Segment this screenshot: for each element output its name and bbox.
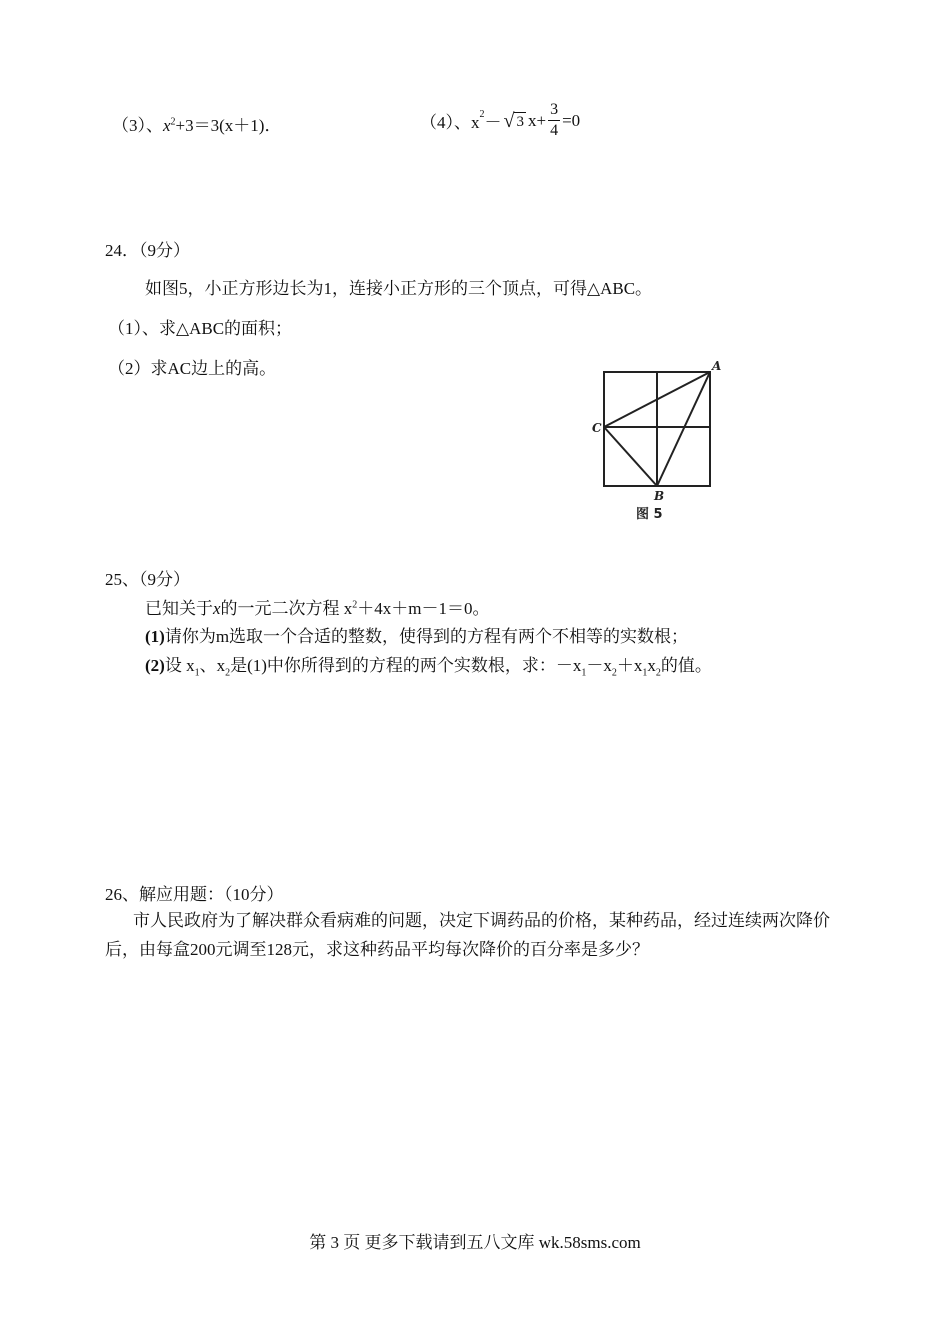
q26-header: 26、解应用题：（10分） [105,885,284,904]
q26-body: 市人民政府为了解决群众看病难的问题，决定下调药品的价格，某种药品，经过连续两次降价后，由每盒200元调至128元，求这种药品平均每次降价的百分率是多少？ [105,911,830,959]
sqrt-expression: √ 3 [503,109,524,132]
q24-part2: （2）求AC边上的高。 [108,359,277,378]
side-ab [657,372,710,486]
q25-part2: (2)设 $x_1$、$x_2$是(1)中你所得到的方程的两个实数根，求：$-x_1-x_2+x_1x_2$的值。 [145,656,712,679]
q24-part1: （1）、求△ABC的面积； [108,319,293,338]
q24-header: 24．（9分） [105,241,190,260]
side-cb [604,427,657,486]
q25-intro: 已知关于x的一元二次方程 $x^2+4x+m-1=0$。 [145,599,490,618]
vertex-label-b: B [654,489,665,503]
q23-part3: （3）、$x^2+3=3(x+1)$． [112,116,282,135]
figure-caption: 图 5 [636,507,663,522]
q23-part4: （4）、x $^2$ － √ 3 x+ $\frac{3}{4}$ =0 [420,101,581,139]
vertex-label-a: A [712,359,722,373]
q25-part1: (1)请你为m选取一个合适的整数，使得到的方程有两个不相等的实数根； [145,627,689,646]
vertex-label-c: C [592,421,602,435]
figure-5 [590,358,730,528]
var-x: x [163,116,171,135]
page-footer: 第 3 页 更多下载请到五八文库 wk.58sms.com [309,1233,641,1252]
q24-intro: 如图5，小正方形边长为1，连接小正方形的三个顶点，可得△ABC。 [145,279,653,298]
q25-header: 25、（9分） [105,570,190,589]
fraction: $\frac{3}{4}$ [550,101,559,139]
